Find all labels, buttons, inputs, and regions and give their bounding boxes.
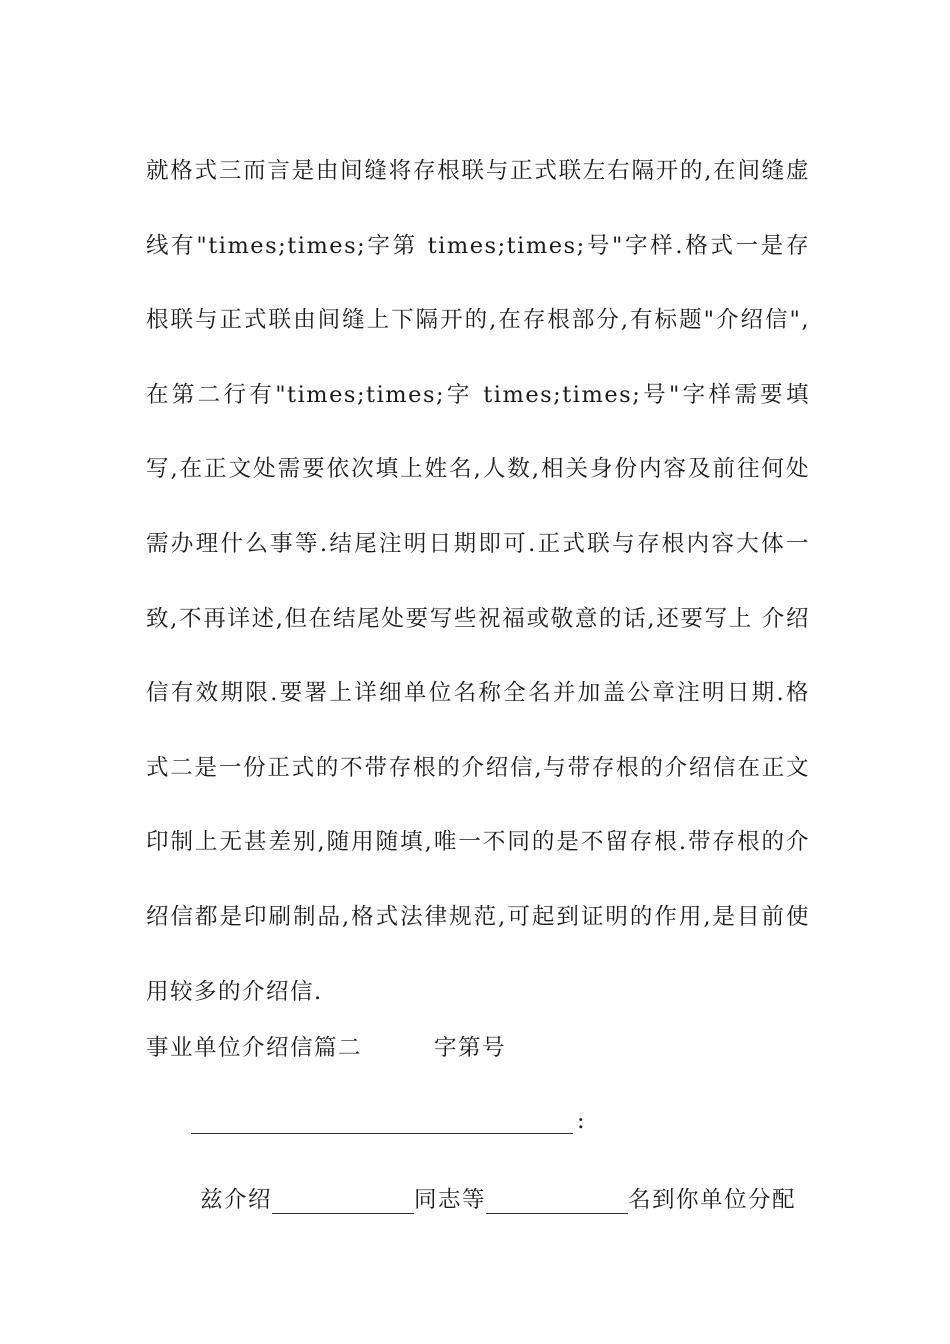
intro-text-3: 名到你单位分配 (628, 1187, 797, 1213)
intro-line (200, 1182, 796, 1214)
recipient-line (191, 1108, 585, 1134)
section-heading (146, 1030, 506, 1062)
name-blank (272, 1189, 414, 1214)
recipient-colon: : (577, 1108, 585, 1134)
count-blank (486, 1189, 628, 1214)
heading-title: 事业单位介绍信篇二 (146, 1035, 363, 1061)
heading-number-label: 字第号 (434, 1035, 507, 1061)
recipient-blank (191, 1109, 573, 1134)
intro-text-1: 兹介绍 (200, 1187, 273, 1213)
intro-text-2: 同志等 (414, 1187, 487, 1213)
body-paragraph: 就格式三而言是由间缝将存根联与正式联左右隔开的,在间缝虚线有"times;times;字第 times;times;号"字样.格式一是存根联与正式联由间缝上下隔开的,在存根部分,有标题"介绍信",在第二行有"times;times;字 times;times;号"字样需要填写,在正文处需要依次填上姓名,人数,相关身份内容及前往何处需办理什么事等.结尾注明日期即可.正式联与存根内容大体一致,不再详述,但在结尾处要写些祝福或敬意的话,还要写上 介绍信有效期限.要署上详细单位名称全名并加盖公章注明日期.格式二是一份正式的不带存根的介绍信,与带存根的介绍信在正文印制上无甚差别,随用随填,唯一不同的是不留存根.带存根的介绍信都是印刷制品,格式法律规范,可起到证明的作用,是目前使用较多的介绍信. (146, 158, 810, 1005)
